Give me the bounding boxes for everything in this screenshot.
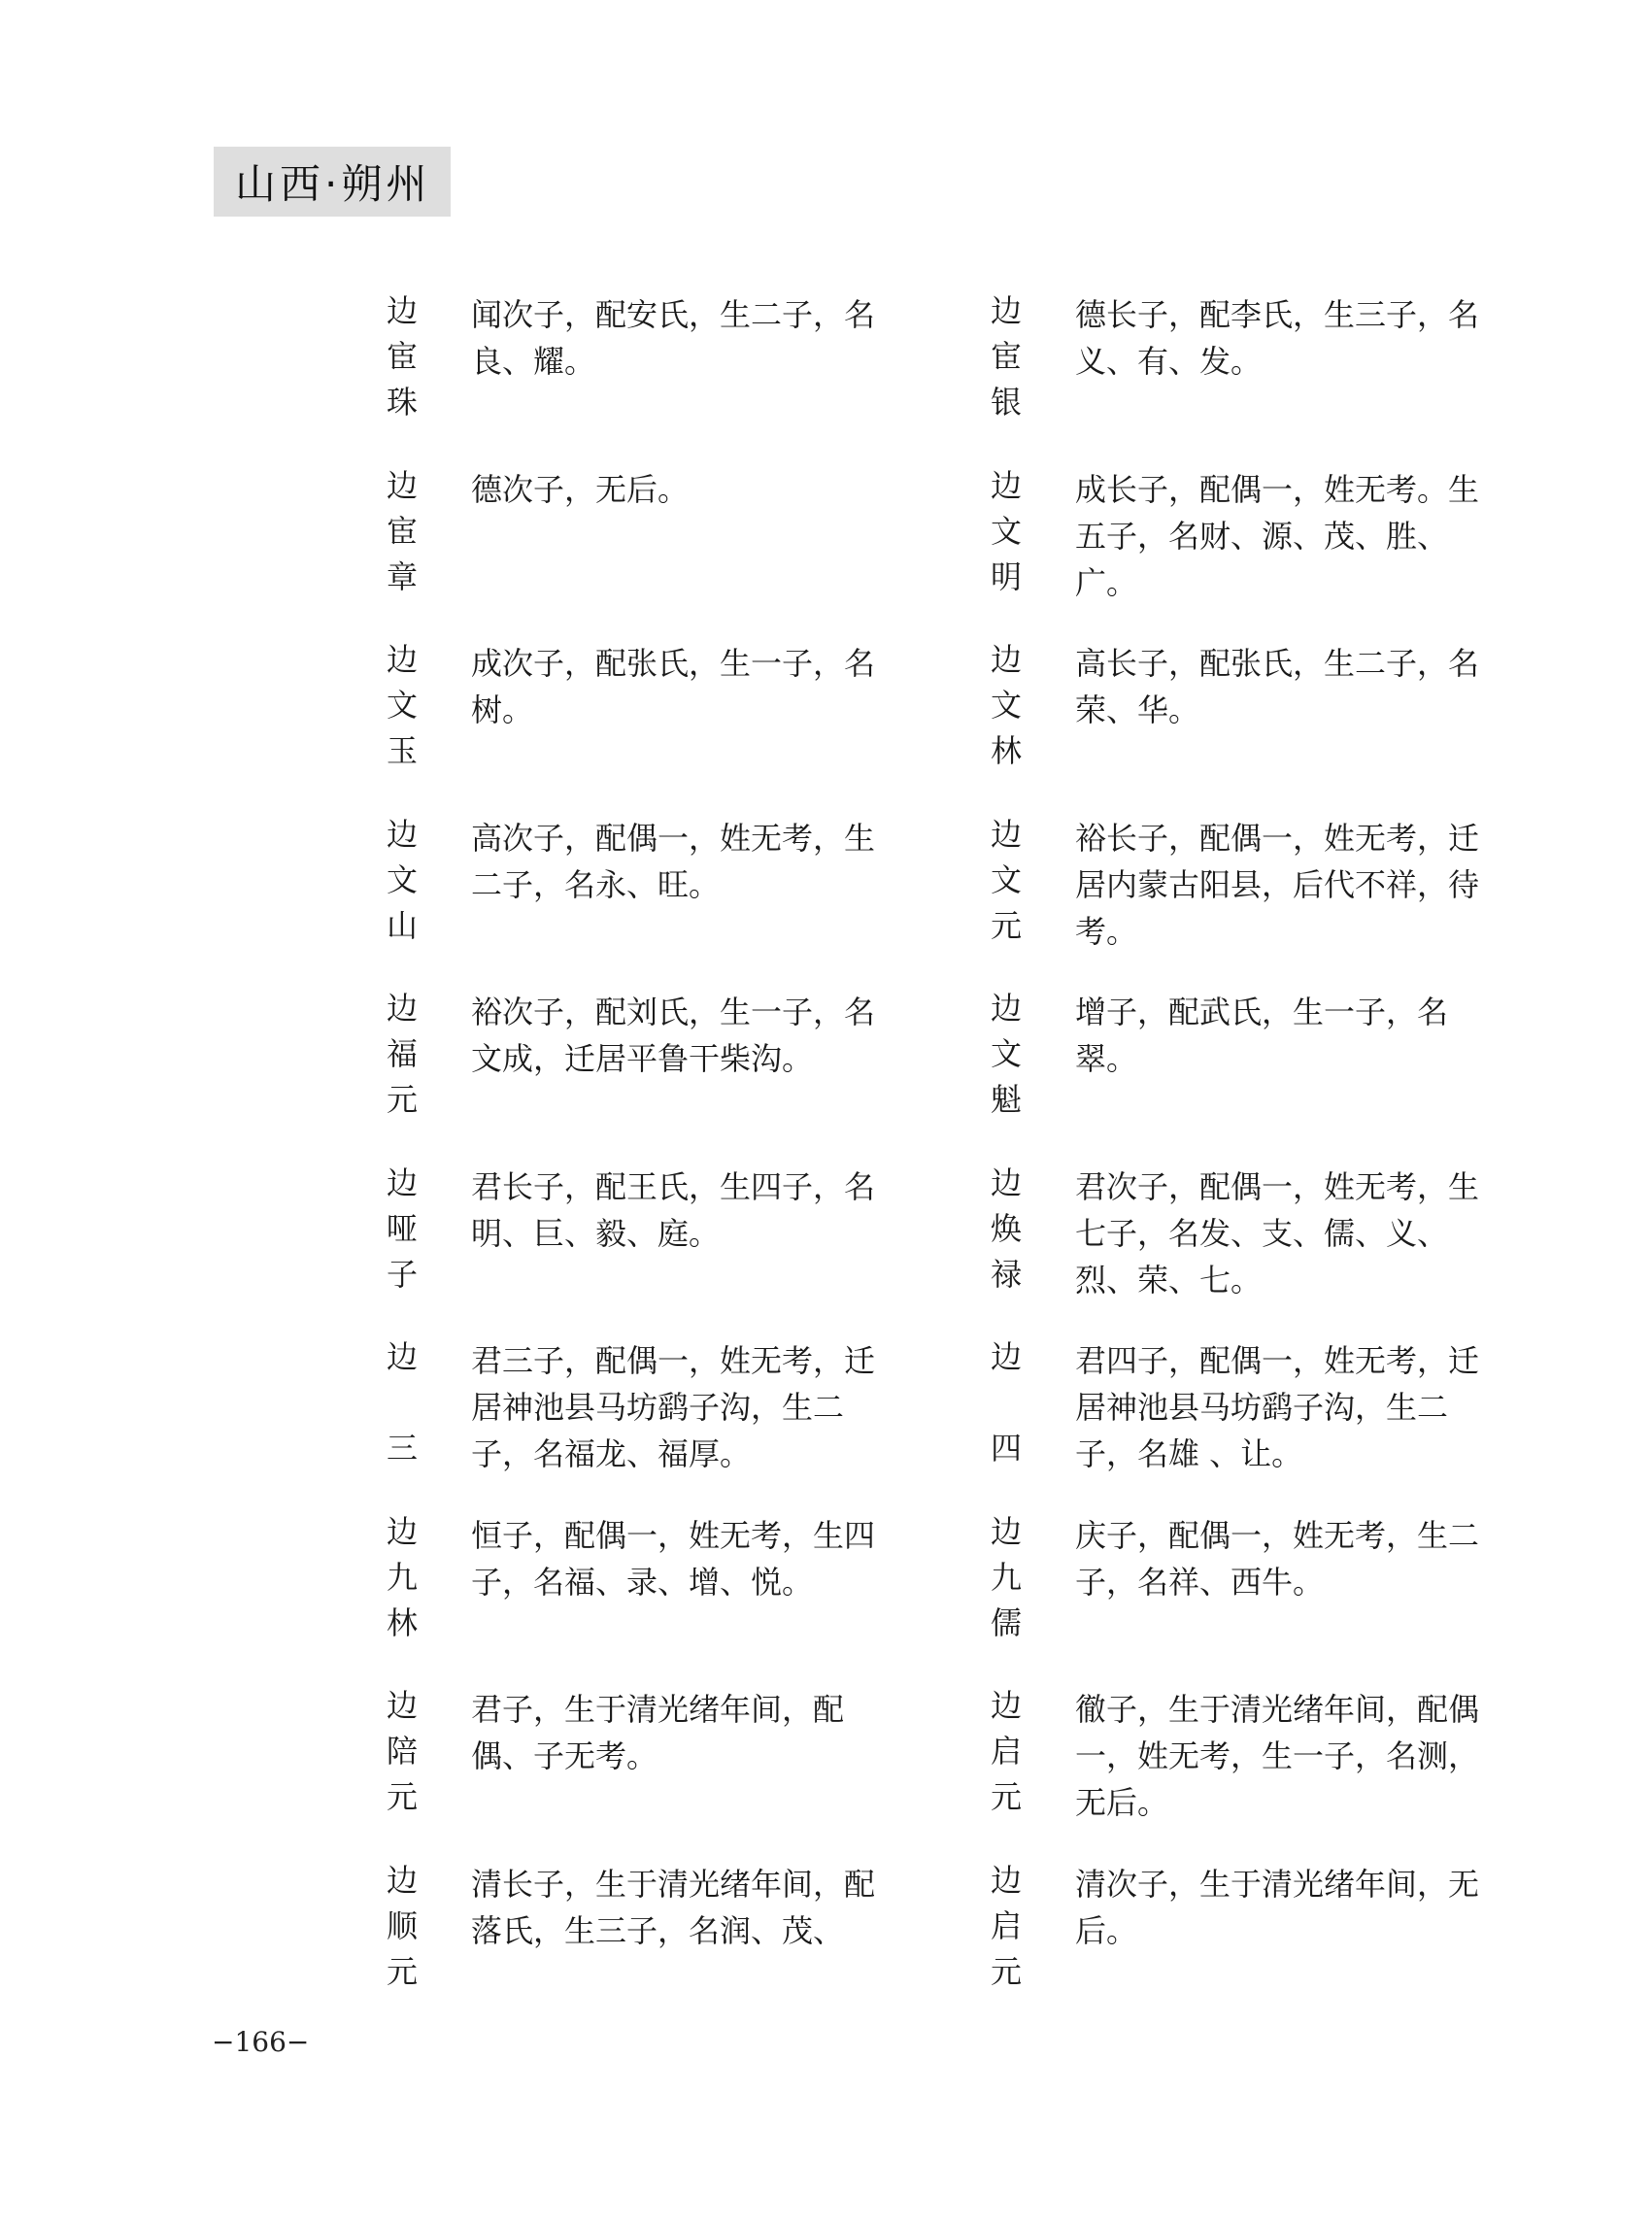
genealogy-entry (983, 1164, 1527, 1319)
person-name (379, 466, 425, 606)
person-name (379, 1686, 425, 1826)
genealogy-entry (379, 1861, 923, 2016)
name-character: 边 (386, 1687, 418, 1724)
person-description: 高长子，配张氏，生二子，名荣、华。 (1075, 645, 1480, 728)
person-name (379, 1861, 425, 2001)
genealogy-entry (983, 1686, 1527, 1841)
name-character: 珠 (386, 384, 418, 421)
name-character: 边 (386, 1164, 418, 1201)
name-character: 九 (386, 1559, 418, 1596)
name-character: 禄 (990, 1256, 1022, 1293)
name-character: 边 (386, 1862, 418, 1899)
name-character: 陪 (386, 1733, 418, 1770)
name-character: 文 (990, 861, 1022, 898)
name-character: 宦 (386, 513, 418, 550)
genealogy-entry (983, 1861, 1527, 2016)
name-character: 元 (990, 1953, 1022, 1990)
name-character: 边 (386, 816, 418, 853)
name-character: 元 (990, 1778, 1022, 1815)
person-name (983, 989, 1029, 1129)
person-name (983, 1337, 1029, 1477)
person-description: 庆子，配偶一，姓无考，生二子，名祥、西牛。 (1075, 1517, 1480, 1601)
person-description: 增子，配武氏，生一子，名翠。 (1075, 994, 1449, 1077)
name-character: 宦 (990, 338, 1022, 375)
name-character: 九 (990, 1559, 1022, 1596)
person-description: 清次子，生于清光绪年间，无后。 (1075, 1866, 1480, 1949)
genealogy-entry (379, 640, 923, 795)
name-character: 启 (990, 1907, 1022, 1944)
name-character: 元 (386, 1953, 418, 1990)
name-character: 边 (386, 1513, 418, 1550)
person-name (983, 815, 1029, 955)
page-number: −166− (212, 2026, 310, 2058)
person-description: 裕次子，配刘氏，生一子，名文成，迁居平鲁干柴沟。 (471, 994, 876, 1077)
name-character: 文 (386, 687, 418, 724)
person-description: 德长子，配李氏，生三子，名义、有、发。 (1075, 296, 1480, 380)
person-name (983, 1164, 1029, 1303)
name-character: 文 (990, 513, 1022, 550)
name-character: 魁 (990, 1081, 1022, 1118)
section-header (214, 147, 451, 217)
name-character: 边 (386, 1338, 418, 1375)
name-character: 章 (386, 558, 418, 595)
name-character: 边 (386, 641, 418, 678)
name-character: 边 (990, 990, 1022, 1027)
name-character: 边 (990, 1513, 1022, 1550)
name-character: 边 (990, 1338, 1022, 1375)
genealogy-entry (379, 989, 923, 1144)
person-description: 成次子，配张氏，生一子，名树。 (471, 645, 876, 728)
genealogy-entry (379, 1686, 923, 1841)
name-character: 边 (386, 990, 418, 1027)
genealogy-entry (379, 1512, 923, 1668)
person-description: 君子，生于清光绪年间，配偶、子无考。 (471, 1691, 845, 1774)
person-description: 高次子，配偶一，姓无考，生二子，名永、旺。 (471, 820, 876, 903)
name-character: 焕 (990, 1210, 1022, 1247)
name-character: 边 (990, 641, 1022, 678)
person-description: 恒子，配偶一，姓无考，生四子，名福、录、增、悦。 (471, 1517, 876, 1601)
person-name (379, 1512, 425, 1652)
person-description: 君次子，配偶一，姓无考，生七子，名发、支、儒、义、烈、荣、七。 (1075, 1168, 1480, 1298)
name-character: 边 (990, 816, 1022, 853)
name-character: 边 (990, 467, 1022, 504)
person-name (983, 640, 1029, 780)
person-name (983, 1512, 1029, 1652)
name-character: 文 (990, 1035, 1022, 1072)
person-name (983, 1861, 1029, 2001)
name-character: 文 (990, 687, 1022, 724)
name-character: 启 (990, 1733, 1022, 1770)
person-description: 清长子，生于清光绪年间，配落氏，生三子，名润、茂、 (471, 1866, 876, 1949)
name-character: 边 (386, 292, 418, 329)
name-character: 林 (990, 732, 1022, 769)
name-character: 文 (386, 861, 418, 898)
person-name (983, 1686, 1029, 1826)
name-character: 元 (386, 1778, 418, 1815)
name-character: 边 (386, 467, 418, 504)
genealogy-entry (379, 815, 923, 970)
genealogy-entry (379, 466, 923, 622)
genealogy-entry (379, 291, 923, 447)
name-character: 林 (386, 1604, 418, 1641)
name-character: 边 (990, 292, 1022, 329)
person-description: 裕长子，配偶一，姓无考，迁居内蒙古阳县，后代不祥，待考。 (1075, 820, 1480, 950)
name-character: 元 (990, 907, 1022, 944)
genealogy-entry (983, 1337, 1527, 1493)
name-character: 边 (990, 1862, 1022, 1899)
person-description: 闻次子，配安氏，生二子，名良、耀。 (471, 296, 876, 380)
name-character: 三 (386, 1430, 418, 1467)
genealogy-entry (379, 1164, 923, 1319)
name-character: 玉 (386, 732, 418, 769)
person-name (379, 640, 425, 780)
person-description: 君四子，配偶一，姓无考，迁居神池县马坊鹞子沟，生二子，名雄 、让。 (1075, 1342, 1480, 1472)
name-character: 元 (386, 1081, 418, 1118)
person-name (983, 291, 1029, 431)
name-character: 哑 (386, 1210, 418, 1247)
person-name (379, 291, 425, 431)
person-description: 徹子，生于清光绪年间，配偶一，姓无考，生一子，名测，无后。 (1075, 1691, 1480, 1821)
person-description: 君长子，配王氏，生四子，名明、巨、毅、庭。 (471, 1168, 876, 1252)
genealogy-entry (983, 466, 1527, 622)
name-character: 福 (386, 1035, 418, 1072)
person-name (379, 815, 425, 955)
person-description: 君三子，配偶一，姓无考，迁居神池县马坊鹞子沟，生二子，名福龙、福厚。 (471, 1342, 876, 1472)
name-character: 宦 (386, 338, 418, 375)
name-character: 边 (990, 1687, 1022, 1724)
genealogy-entry (983, 815, 1527, 970)
name-character: 顺 (386, 1907, 418, 1944)
person-name (379, 1164, 425, 1303)
person-description: 德次子，无后。 (471, 471, 690, 508)
person-description: 成长子，配偶一，姓无考。生五子，名财、源、茂、胜、广。 (1075, 471, 1480, 601)
person-name (379, 1337, 425, 1477)
person-name (983, 466, 1029, 606)
genealogy-entry (983, 989, 1527, 1144)
genealogy-entry (379, 1337, 923, 1493)
person-name (379, 989, 425, 1129)
genealogy-entry (983, 640, 1527, 795)
genealogy-entry (983, 291, 1527, 447)
section-title: 山西·朔州 (235, 160, 431, 208)
name-character: 明 (990, 558, 1022, 595)
name-character: 边 (990, 1164, 1022, 1201)
genealogy-entry (983, 1512, 1527, 1668)
name-character: 子 (386, 1256, 418, 1293)
name-character: 银 (990, 384, 1022, 421)
name-character: 儒 (990, 1604, 1022, 1641)
name-character: 四 (990, 1430, 1022, 1467)
name-character: 山 (386, 907, 418, 944)
